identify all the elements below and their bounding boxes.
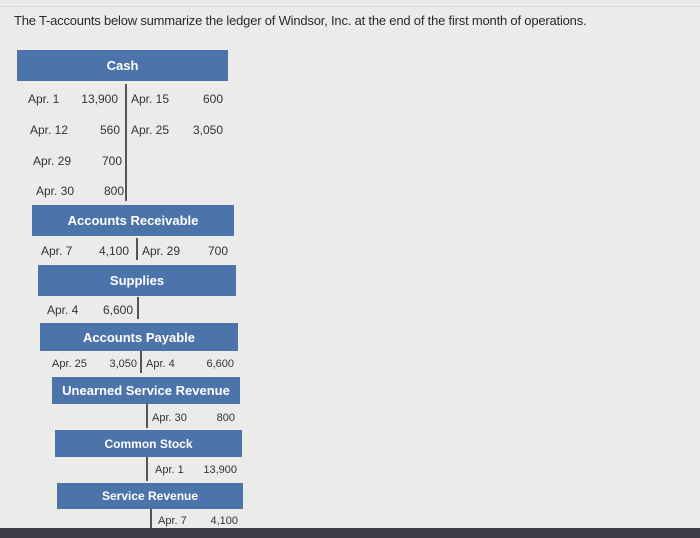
debit-date: Apr. 7	[41, 244, 73, 258]
intro-text: The T-accounts below summarize the ledger of Windsor, Inc. at the end of the first month of operations.	[14, 13, 587, 28]
credit-amount: 600	[202, 92, 223, 106]
top-divider	[0, 6, 700, 7]
t-account-divider	[125, 84, 127, 201]
debit-amount: 700	[101, 154, 122, 168]
debit-amount: 4,100	[98, 244, 129, 258]
credit-date: Apr. 30	[152, 412, 187, 424]
debit-date: Apr. 1	[28, 92, 60, 106]
credit-date: Apr. 4	[146, 358, 175, 370]
credit-amount: 13,900	[203, 464, 237, 476]
debit-date: Apr. 29	[33, 154, 72, 168]
credit-date: Apr. 15	[131, 92, 170, 106]
debit-amount: 3,050	[109, 358, 137, 370]
debit-date: Apr. 30	[36, 184, 75, 198]
account-title: Accounts Payable	[40, 323, 238, 351]
t-account-divider	[137, 297, 139, 319]
credit-date: Apr. 25	[131, 123, 170, 137]
t-account-divider	[146, 404, 148, 428]
account-title: Supplies	[38, 265, 236, 296]
credit-amount: 6,600	[206, 358, 234, 370]
debit-date: Apr. 25	[52, 358, 87, 370]
credit-amount: 700	[207, 244, 228, 258]
bottom-bar	[0, 528, 700, 538]
debit-date: Apr. 4	[47, 303, 79, 317]
credit-amount: 3,050	[192, 123, 223, 137]
account-title: Common Stock	[55, 430, 242, 457]
credit-date: Apr. 29	[142, 244, 181, 258]
debit-date: Apr. 12	[30, 123, 69, 137]
credit-date: Apr. 7	[158, 515, 187, 527]
account-title: Cash	[17, 50, 228, 81]
credit-amount: 4,100	[210, 515, 238, 527]
debit-amount: 6,600	[102, 303, 133, 317]
account-title: Accounts Receivable	[32, 205, 234, 236]
debit-amount: 800	[103, 184, 124, 198]
credit-date: Apr. 1	[155, 464, 184, 476]
debit-amount: 560	[99, 123, 120, 137]
account-title: Unearned Service Revenue	[52, 377, 240, 404]
t-account-divider	[136, 238, 138, 260]
t-account-divider	[140, 351, 142, 373]
credit-amount: 800	[216, 412, 235, 424]
t-account-divider	[150, 509, 152, 529]
debit-amount: 13,900	[81, 92, 118, 106]
t-account-divider	[146, 457, 148, 481]
account-title: Service Revenue	[57, 483, 243, 509]
